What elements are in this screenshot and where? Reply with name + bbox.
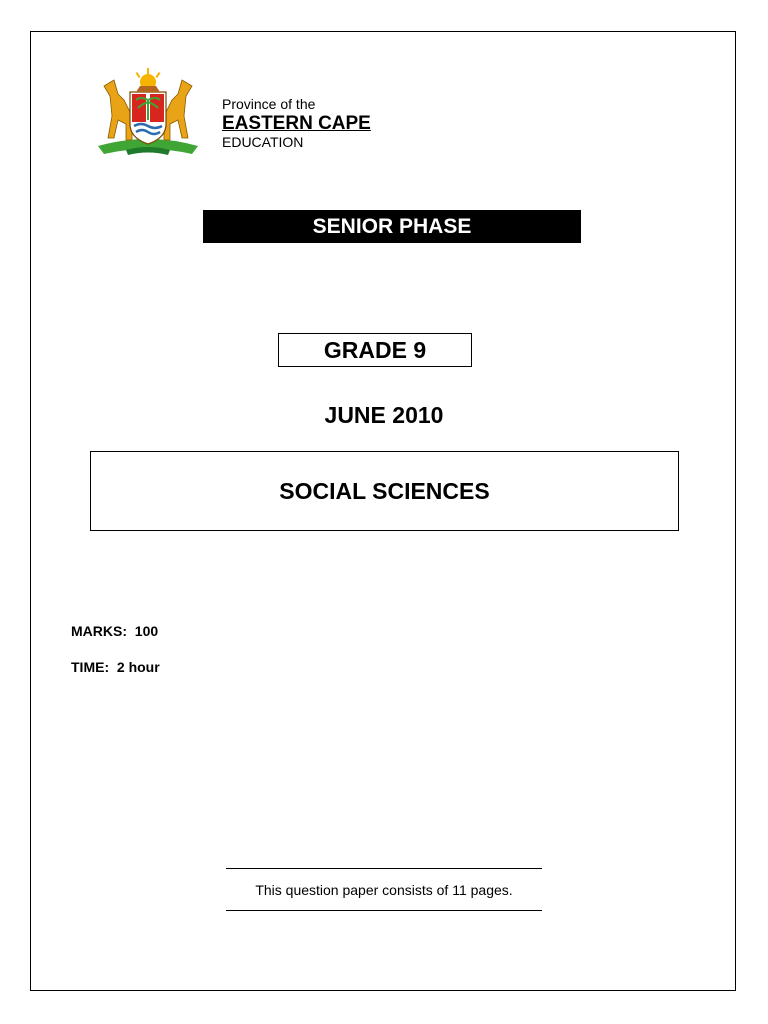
time-label: TIME: bbox=[71, 659, 110, 675]
province-header bbox=[222, 96, 371, 152]
page-count-note bbox=[226, 868, 542, 911]
department-name: EASTERN CAPE bbox=[222, 112, 371, 134]
time-value: 2 hour bbox=[116, 659, 160, 675]
subject-title: SOCIAL SCIENCES bbox=[279, 477, 490, 504]
phase-banner: SENIOR PHASE bbox=[203, 210, 581, 243]
marks-value: 100 bbox=[134, 623, 159, 639]
exam-date: JUNE 2010 bbox=[324, 402, 444, 428]
marks-label: MARKS: bbox=[71, 623, 127, 639]
marks-line bbox=[71, 623, 158, 639]
department-sub: EDUCATION bbox=[222, 134, 304, 151]
province-line: Province of the bbox=[222, 96, 316, 112]
subject-box bbox=[90, 451, 679, 531]
time-line bbox=[71, 659, 160, 675]
grade-box: GRADE 9 bbox=[278, 333, 472, 367]
page-count-text: This question paper consists of 11 pages. bbox=[255, 881, 513, 898]
coat-of-arms-icon bbox=[96, 66, 200, 160]
